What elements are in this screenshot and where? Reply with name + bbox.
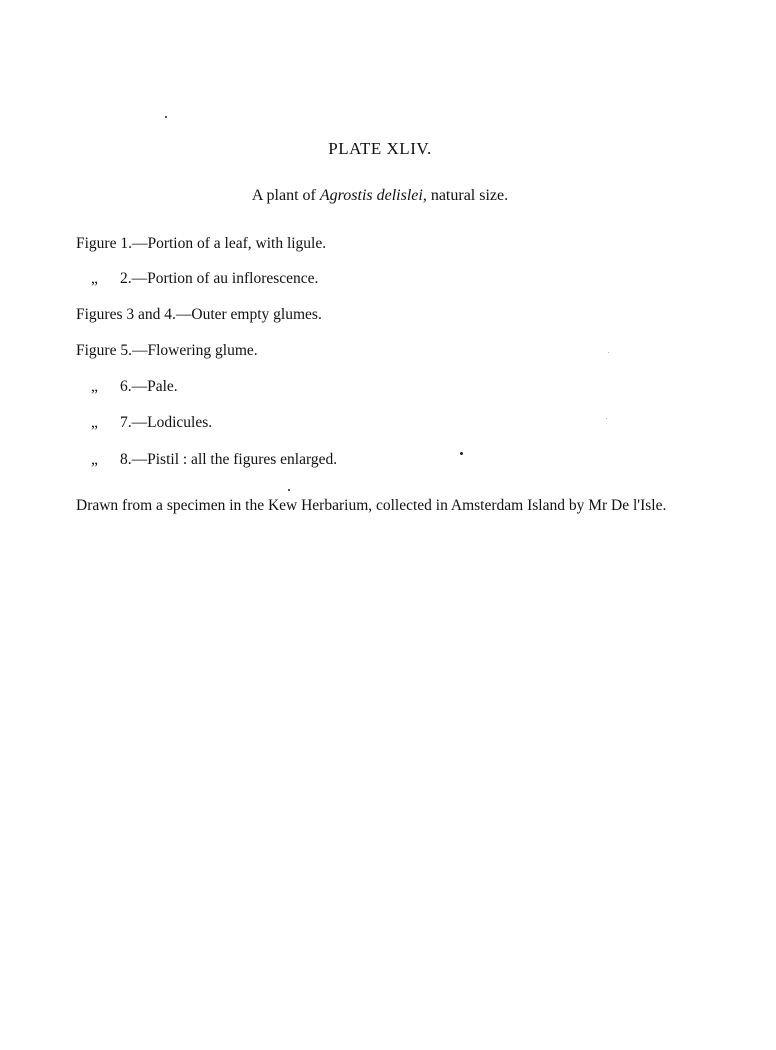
source-note: Drawn from a specimen in the Kew Herbarium, collected in Amsterdam Island by Mr De l'Isle. bbox=[76, 497, 667, 514]
ditto-mark: „ bbox=[91, 270, 98, 287]
ditto-mark: „ bbox=[91, 414, 98, 431]
scan-speck bbox=[608, 352, 609, 353]
figure-number: 5. bbox=[120, 342, 132, 359]
plate-caption bbox=[0, 186, 760, 206]
scan-speck bbox=[460, 452, 463, 455]
scan-speck bbox=[288, 489, 290, 491]
figure-number: 2. bbox=[120, 270, 132, 287]
figure-description: —Pale. bbox=[131, 378, 178, 395]
figure-number: 1. bbox=[120, 235, 132, 252]
plate-title: PLATE XLIV. bbox=[328, 139, 432, 158]
figure-number: 6. bbox=[120, 378, 132, 395]
figure-5-line bbox=[76, 341, 258, 361]
figure-number: 8. bbox=[120, 451, 132, 468]
figure-6-line bbox=[76, 377, 178, 397]
figure-description: —Portion of au inflorescence. bbox=[131, 270, 319, 287]
scan-speck bbox=[606, 418, 607, 419]
caption-prefix: A plant of bbox=[251, 187, 320, 204]
ditto-mark: „ bbox=[91, 378, 98, 395]
figure-number: 3 and 4. bbox=[126, 306, 176, 323]
figure-label: Figures bbox=[76, 306, 123, 323]
figure-description: —Outer empty glumes. bbox=[175, 306, 322, 323]
figure-description: —Portion of a leaf, with ligule. bbox=[131, 235, 327, 252]
figure-description: —Lodicules. bbox=[131, 414, 213, 431]
figure-8-line bbox=[76, 450, 337, 470]
figure-label: Figure bbox=[76, 235, 117, 252]
figure-description: —Flowering glume. bbox=[131, 342, 258, 359]
ditto-mark: „ bbox=[91, 451, 98, 468]
figure-2-line bbox=[76, 269, 318, 289]
caption-species: Agrostis delislei, bbox=[319, 187, 427, 204]
figure-7-line bbox=[76, 413, 212, 433]
scan-speck bbox=[165, 116, 167, 118]
figure-description: —Pistil : all the figures enlarged. bbox=[131, 451, 338, 468]
figure-number: 7. bbox=[120, 414, 132, 431]
caption-suffix: natural size. bbox=[426, 187, 509, 204]
figure-1-line bbox=[76, 234, 326, 254]
figure-label: Figure bbox=[76, 342, 117, 359]
figure-3-4-line bbox=[76, 305, 322, 325]
